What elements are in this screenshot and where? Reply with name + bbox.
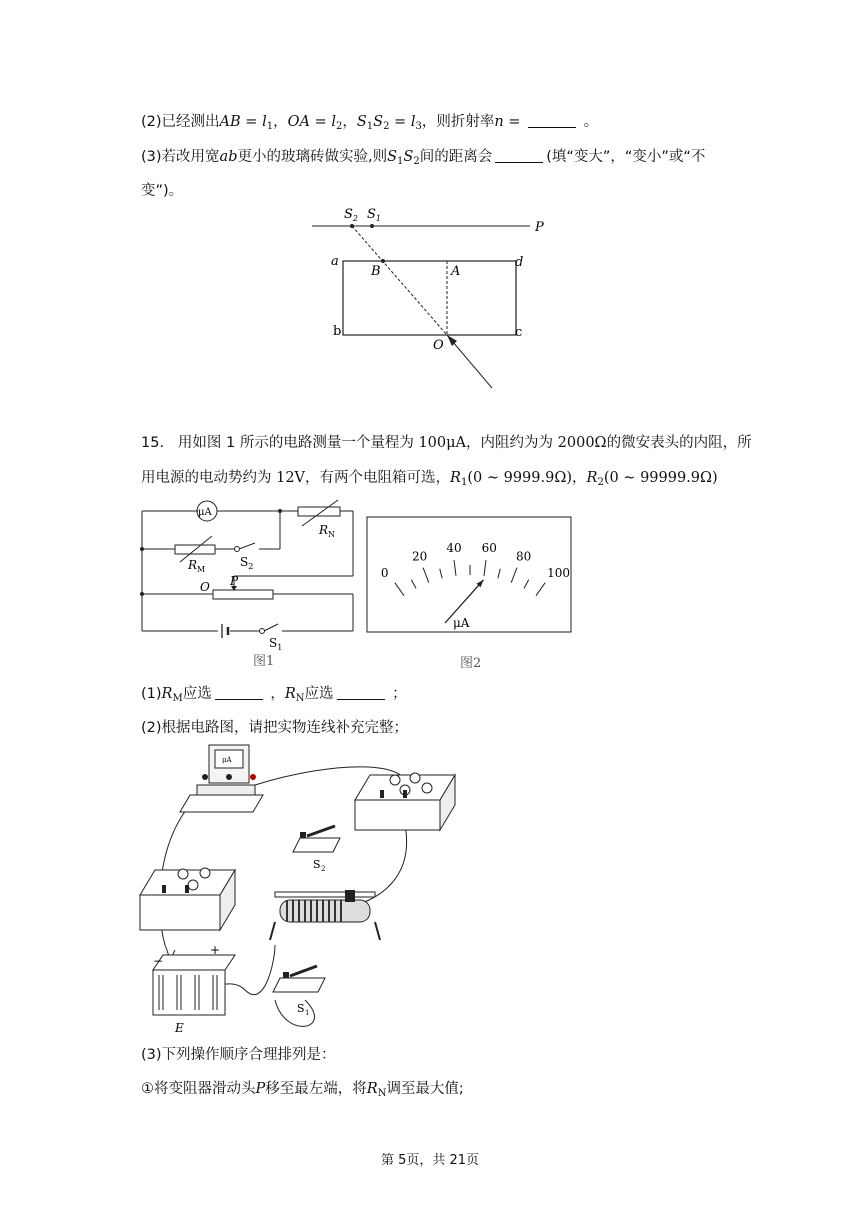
label-s2: $S_2$ — [344, 207, 358, 223]
label-d: d — [515, 255, 524, 270]
answer-blank[interactable] — [528, 113, 576, 128]
q15-line2: 用电源的电动势约为 12V，有两个电阻箱可选，$R_1(0$ ~ 9999.9Ω)，$R_2(0$ ~ 99999.9Ω) — [141, 470, 718, 488]
apparatus-figure — [135, 740, 465, 1035]
fig1-rm: $R_M$ — [188, 558, 206, 574]
svg-text:−: − — [153, 954, 164, 968]
q15-part3: (3)下列操作顺序合理排列是： — [141, 1047, 336, 1063]
svg-text:S: S — [313, 858, 321, 871]
answer-blank[interactable] — [215, 685, 263, 700]
page-footer: 第 5页，共 21页 — [380, 1153, 480, 1168]
label-a: a — [331, 254, 339, 269]
battery-e — [153, 943, 235, 1035]
dial-tick — [511, 568, 517, 583]
q14-part3-cont: 变”)。 — [141, 183, 184, 199]
fig1-caption: 图1 — [253, 654, 275, 669]
fig1-o: O — [200, 580, 210, 594]
label-c: c — [515, 325, 523, 340]
label-s1: $S_1$ — [367, 207, 381, 223]
dial-tick — [498, 569, 500, 579]
svg-text:2: 2 — [321, 865, 326, 873]
dial-tick-label: 60 — [481, 541, 497, 556]
resistance-box-rn — [355, 773, 455, 830]
switch-s2 — [293, 826, 340, 873]
dial-tick — [524, 580, 529, 589]
fig1-s2: $S_2$ — [240, 555, 254, 571]
fig1-rn: $R_N$ — [319, 523, 336, 539]
meter-dial-fig2 — [365, 515, 575, 675]
fig1-meter: μA — [198, 507, 212, 518]
dial-tick-label: 80 — [515, 549, 532, 564]
q15-step1: ①将变阻器滑动头P移至最左端，将$R_N$调至最大值; — [141, 1081, 464, 1099]
answer-blank[interactable] — [337, 685, 385, 700]
dial-tick-label: 0 — [380, 566, 389, 581]
dial-tick — [423, 568, 429, 583]
label-b: b — [333, 324, 342, 339]
answer-blank[interactable] — [495, 148, 543, 163]
dial-tick — [484, 560, 486, 576]
svg-text:1: 1 — [305, 1009, 310, 1017]
dial-tick — [395, 583, 404, 596]
q15-line1: 15. 用如图 1 所示的电路测量一个量程为 100μA，内阻约为为 2000Ω的微安表头的内阻，所 — [141, 435, 752, 451]
label-O: O — [433, 338, 444, 353]
dial-tick-label: 100 — [547, 566, 571, 581]
rheostat-device — [270, 890, 380, 940]
q14-part3: (3)若改用宽ab更小的玻璃砖做实验,则$S_1S_2$间的距离会 (填“变大”，“变小”或“不 — [141, 149, 706, 167]
svg-text:S: S — [297, 1002, 305, 1015]
svg-text:μA: μA — [222, 756, 232, 764]
fig1-p: P — [230, 574, 239, 588]
label-B: B — [371, 264, 381, 279]
label-p: P — [535, 220, 544, 235]
dial-tick-label: 20 — [412, 549, 428, 564]
svg-text:+: + — [210, 943, 221, 957]
q15-part1: $(1)R_M$应选 ，$R_N$应选 ； — [141, 686, 407, 704]
switch-s1 — [273, 966, 325, 1017]
dial-tick — [411, 580, 416, 589]
q15-part2: (2)根据电路图，请把实物连线补充完整； — [141, 720, 409, 736]
fig1-s1: $S_1$ — [269, 636, 283, 652]
dial-tick-label: 40 — [446, 541, 462, 556]
dial-tick — [440, 569, 442, 579]
fig2-caption: 图2 — [460, 656, 482, 671]
label-A: A — [451, 264, 461, 279]
fig2-unit: μA — [453, 616, 470, 630]
glass-brick-figure — [300, 200, 560, 400]
q14-part2: (2)已经测出AB = $l_1$，OA = $l_2$，$S_1S_2 = l_3$，则折射率n = 。 — [141, 114, 599, 132]
svg-text:E: E — [175, 1021, 184, 1035]
microammeter-device — [180, 745, 263, 812]
circuit-diagram-fig1 — [138, 498, 363, 673]
dial-tick — [536, 583, 545, 596]
resistance-box-rm — [140, 868, 235, 930]
dial-tick — [454, 560, 456, 576]
